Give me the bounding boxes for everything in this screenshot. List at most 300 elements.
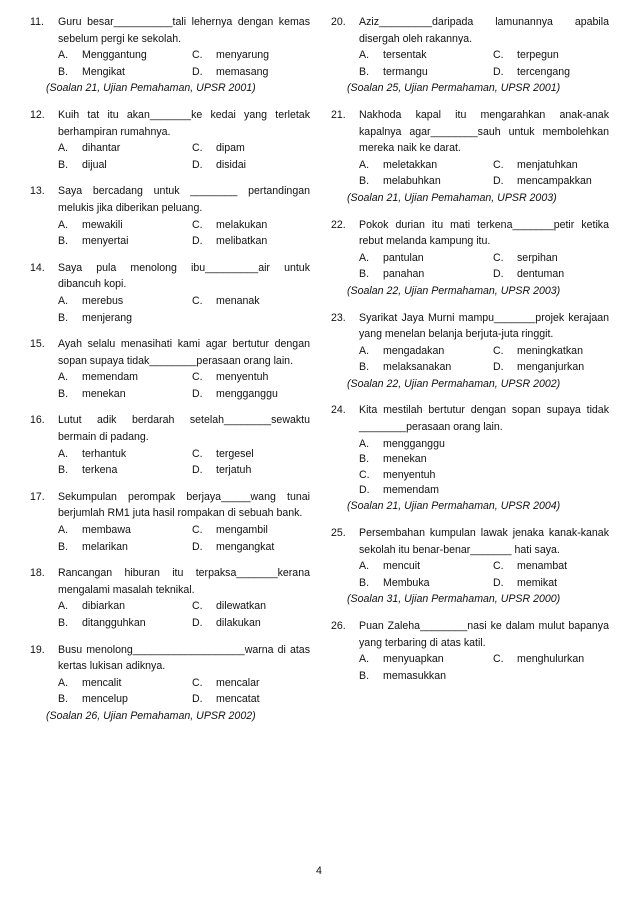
answer-option[interactable] xyxy=(58,369,192,386)
answer-option[interactable] xyxy=(359,575,493,592)
question-text xyxy=(30,412,310,445)
option-text: memendam xyxy=(82,371,138,384)
answer-option[interactable] xyxy=(58,615,192,632)
answer-option[interactable] xyxy=(192,64,326,81)
option-row xyxy=(359,468,609,483)
question-block xyxy=(331,310,609,393)
question-text xyxy=(331,107,609,157)
question-text xyxy=(331,525,609,558)
answer-options xyxy=(30,47,310,80)
question-number: 12. xyxy=(30,108,45,121)
option-row xyxy=(359,157,609,174)
option-letter: A. xyxy=(359,653,370,666)
question-stem: Ayah selalu menasihati kami agar bertutur dengan sopan supaya tidak________perasaan orang lain. xyxy=(58,338,310,367)
question-text xyxy=(331,217,609,250)
question-spacer xyxy=(331,608,609,618)
option-letter: C. xyxy=(493,653,504,666)
option-text: mengganggu xyxy=(383,437,445,450)
answer-options xyxy=(30,446,310,479)
question-stem: Busu menolong___________________warna di atas kertas lukisan adiknya. xyxy=(58,643,310,673)
question-text xyxy=(30,260,310,293)
answer-option[interactable] xyxy=(493,250,627,267)
option-row xyxy=(359,266,609,283)
question-spacer xyxy=(30,402,310,412)
answer-option[interactable] xyxy=(359,651,493,668)
answer-options xyxy=(30,598,310,631)
question-spacer xyxy=(30,173,310,183)
question-block xyxy=(30,14,310,97)
option-letter: B. xyxy=(58,617,69,629)
option-letter: C. xyxy=(493,251,504,264)
option-text: menjerang xyxy=(82,311,133,324)
answer-option[interactable] xyxy=(493,359,627,376)
question-stem: Kita mestilah bertutur dengan sopan supaya tidak ________perasaan orang lain. xyxy=(359,404,609,434)
question-block xyxy=(331,217,609,300)
question-text xyxy=(331,402,609,435)
option-letter: A. xyxy=(58,524,69,537)
option-row xyxy=(58,462,310,479)
question-stem: Saya bercadang untuk ________ pertandingan melukis jika diberikan peluang. xyxy=(58,185,310,214)
answer-option[interactable] xyxy=(58,233,192,250)
question-block xyxy=(30,107,310,173)
option-text: mencalar xyxy=(216,676,260,689)
answer-options xyxy=(30,369,310,402)
answer-option[interactable] xyxy=(493,157,627,174)
option-row xyxy=(359,359,609,376)
answer-option[interactable] xyxy=(493,173,627,190)
question-spacer xyxy=(30,632,310,642)
question-text xyxy=(30,565,310,598)
option-row xyxy=(58,217,310,234)
answer-option[interactable] xyxy=(58,462,192,479)
option-text: dihantar xyxy=(82,142,121,155)
source-citation: (Soalan 22, Ujian Permahaman, UPSR 2003) xyxy=(347,284,561,297)
option-letter: C. xyxy=(493,344,504,357)
answer-option[interactable] xyxy=(192,615,326,632)
option-letter: C. xyxy=(192,447,203,460)
option-row xyxy=(58,675,310,692)
answer-option[interactable] xyxy=(58,386,192,403)
question-number: 17. xyxy=(30,490,45,503)
answer-option[interactable] xyxy=(359,483,493,498)
option-row xyxy=(58,233,310,250)
answer-option[interactable] xyxy=(493,64,627,81)
answer-option[interactable] xyxy=(192,691,326,708)
answer-option[interactable] xyxy=(58,446,192,463)
option-text: panahan xyxy=(383,268,425,281)
option-letter: D. xyxy=(192,617,203,629)
answer-option[interactable] xyxy=(359,359,493,376)
option-text: membawa xyxy=(82,524,131,537)
answer-option[interactable] xyxy=(192,522,326,539)
option-row xyxy=(58,615,310,632)
option-text: meletakkan xyxy=(383,158,438,171)
option-text: melibatkan xyxy=(216,235,268,248)
option-row xyxy=(359,64,609,81)
option-letter: C. xyxy=(192,294,203,307)
option-text: dilakukan xyxy=(216,617,261,629)
option-row xyxy=(359,173,609,190)
option-letter: D. xyxy=(192,65,203,78)
option-letter: A. xyxy=(359,560,370,573)
question-spacer xyxy=(30,250,310,260)
option-letter: C. xyxy=(192,142,203,155)
option-row xyxy=(359,343,609,360)
option-letter: A. xyxy=(359,49,370,62)
answer-options xyxy=(331,558,609,591)
option-letter: C. xyxy=(192,218,203,231)
source-citation: (Soalan 22, Ujian Permahaman, UPSR 2002) xyxy=(347,377,561,390)
question-spacer xyxy=(30,555,310,565)
source-citation: (Soalan 31, Ujian Permahaman, UPSR 2000) xyxy=(347,593,561,606)
question-block xyxy=(331,402,609,515)
question-stem: Sekumpulan perompak berjaya_____wang tunai berjumlah RM1 juta hasil rompakan di sebuah bank. xyxy=(58,490,310,520)
answer-option[interactable] xyxy=(493,575,627,592)
option-text: menambat xyxy=(517,560,568,573)
option-letter: C. xyxy=(192,371,203,384)
question-number: 20. xyxy=(331,16,346,28)
answer-option[interactable] xyxy=(493,47,627,64)
option-text: melabuhkan xyxy=(383,175,441,188)
answer-option[interactable] xyxy=(359,64,493,81)
answer-option[interactable] xyxy=(192,386,326,403)
question-stem: Nakhoda kapal itu mengarahkan anak-anak kapalnya agar________sauh untuk membolehkan mereka naik ke darat. xyxy=(359,108,609,155)
option-text: terpegun xyxy=(517,49,559,62)
answer-options xyxy=(331,47,609,80)
answer-option[interactable] xyxy=(359,436,493,453)
option-text: tersentak xyxy=(383,49,427,62)
answer-option[interactable] xyxy=(359,173,493,190)
question-spacer xyxy=(331,97,609,107)
question-stem: Puan Zaleha________nasi ke dalam mulut bapanya yang terbaring di atas katil. xyxy=(359,620,609,649)
question-stem: Persembahan kumpulan lawak jenaka kanak-kanak sekolah itu benar-benar_______ hati saya. xyxy=(359,527,609,556)
option-letter: D. xyxy=(359,484,370,497)
answer-option[interactable] xyxy=(192,369,326,386)
option-row xyxy=(58,369,310,386)
answer-option[interactable] xyxy=(192,217,326,234)
answer-options xyxy=(331,343,609,376)
option-row xyxy=(58,598,310,615)
answer-option xyxy=(493,668,627,685)
option-letter: A. xyxy=(58,294,69,307)
option-text: mencalit xyxy=(82,676,122,689)
question-number: 13. xyxy=(30,185,45,198)
answer-option[interactable] xyxy=(359,343,493,360)
answer-option[interactable] xyxy=(359,668,493,685)
answer-options xyxy=(331,250,609,283)
option-row xyxy=(359,558,609,575)
answer-option[interactable] xyxy=(58,539,192,556)
answer-option[interactable] xyxy=(192,293,326,310)
answer-options xyxy=(30,675,310,708)
question-spacer xyxy=(30,326,310,336)
answer-options xyxy=(30,217,310,250)
option-letter: B. xyxy=(58,387,69,400)
question-block xyxy=(331,618,609,684)
option-text: memendam xyxy=(383,484,439,497)
answer-option[interactable] xyxy=(192,140,326,157)
option-text: menyarung xyxy=(216,49,269,62)
option-letter: B. xyxy=(58,464,69,477)
option-text: menyentuh xyxy=(216,371,269,384)
answer-option[interactable] xyxy=(359,558,493,575)
option-text: mencuit xyxy=(383,560,421,573)
option-letter: B. xyxy=(58,235,69,248)
option-row xyxy=(359,436,609,453)
question-block xyxy=(30,489,310,555)
option-row xyxy=(58,64,310,81)
option-letter: A. xyxy=(359,251,370,264)
answer-option[interactable] xyxy=(493,651,627,668)
option-text: termangu xyxy=(383,65,428,78)
question-number: 22. xyxy=(331,218,346,231)
option-text: tergesel xyxy=(216,447,254,460)
answer-option[interactable] xyxy=(192,47,326,64)
question-stem: Pokok durian itu mati terkena_______petir ketika rebut melanda kampung itu. xyxy=(359,218,609,248)
option-letter: A. xyxy=(359,344,370,357)
option-row xyxy=(359,575,609,592)
question-text xyxy=(331,618,609,651)
option-text: mencatat xyxy=(216,693,260,706)
answer-option[interactable] xyxy=(192,233,326,250)
answer-option[interactable] xyxy=(493,558,627,575)
question-text xyxy=(30,489,310,522)
question-text xyxy=(30,642,310,675)
option-letter: A. xyxy=(58,676,69,689)
answer-option[interactable] xyxy=(192,462,326,479)
answer-options xyxy=(331,157,609,190)
question-stem: Rancangan hiburan itu terpaksa_______kerana mengalami masalah teknikal. xyxy=(58,567,310,596)
question-number: 11. xyxy=(30,16,44,28)
answer-option[interactable] xyxy=(58,691,192,708)
answer-option[interactable] xyxy=(58,217,192,234)
answer-option[interactable] xyxy=(58,675,192,692)
option-letter: D. xyxy=(192,464,203,477)
option-letter: B. xyxy=(58,311,69,324)
option-row xyxy=(359,483,609,498)
option-text: menghulurkan xyxy=(517,653,585,666)
source-citation: (Soalan 21, Ujian Pemahaman, UPSR 2001) xyxy=(46,82,256,95)
option-letter: D. xyxy=(192,693,203,706)
option-row xyxy=(359,452,609,467)
question-number: 14. xyxy=(30,261,45,274)
option-letter: A. xyxy=(359,437,370,450)
option-text: mencampakkan xyxy=(517,175,592,188)
answer-options xyxy=(331,436,609,499)
option-letter: B. xyxy=(58,693,69,706)
answer-option[interactable] xyxy=(192,539,326,556)
option-letter: D. xyxy=(493,361,504,374)
question-number: 15. xyxy=(30,338,45,351)
answer-options xyxy=(30,293,310,326)
option-letter: D. xyxy=(192,540,203,553)
option-letter: D. xyxy=(493,268,504,281)
option-text: menganjurkan xyxy=(517,361,585,374)
page-number: 4 xyxy=(316,865,322,877)
answer-option[interactable] xyxy=(58,140,192,157)
option-text: mewakili xyxy=(82,218,123,231)
question-number: 16. xyxy=(30,414,45,427)
answer-option[interactable] xyxy=(493,343,627,360)
option-text: pantulan xyxy=(383,251,424,264)
question-text xyxy=(331,310,609,343)
option-row xyxy=(58,140,310,157)
option-letter: C. xyxy=(493,158,504,171)
option-text: tercengang xyxy=(517,65,571,78)
option-letter: A. xyxy=(58,600,69,613)
question-number: 21. xyxy=(331,108,346,121)
option-letter: D. xyxy=(493,576,504,589)
answer-option[interactable] xyxy=(359,157,493,174)
answer-option[interactable] xyxy=(58,64,192,81)
option-row xyxy=(58,310,310,327)
option-text: melaksanakan xyxy=(383,361,452,374)
answer-option[interactable] xyxy=(359,452,493,467)
option-text: Mengikat xyxy=(82,65,125,78)
right-column xyxy=(331,14,609,684)
option-letter: D. xyxy=(192,158,203,171)
option-row xyxy=(58,47,310,64)
question-block xyxy=(30,565,310,631)
option-letter: D. xyxy=(493,175,504,188)
option-row xyxy=(359,668,609,685)
option-letter: B. xyxy=(359,361,370,374)
option-letter: C. xyxy=(493,49,504,62)
option-text: menekan xyxy=(383,453,427,466)
option-letter: B. xyxy=(359,669,370,682)
option-text: menjatuhkan xyxy=(517,158,578,171)
question-number: 18. xyxy=(30,567,45,580)
option-letter: A. xyxy=(58,447,69,460)
option-text: menyentuh xyxy=(383,468,436,481)
option-letter: C. xyxy=(359,468,370,481)
source-citation: (Soalan 26, Ujian Pemahaman, UPSR 2002) xyxy=(46,709,256,722)
source-citation: (Soalan 25, Ujian Permahaman, UPSR 2001) xyxy=(347,82,561,95)
option-row xyxy=(58,293,310,310)
option-letter: C. xyxy=(192,49,203,62)
question-text xyxy=(30,183,310,216)
option-text: meningkatkan xyxy=(517,344,583,357)
question-text xyxy=(30,107,310,140)
option-text: memasukkan xyxy=(383,669,446,682)
question-text xyxy=(30,14,310,47)
option-text: terkena xyxy=(82,464,118,477)
answer-option[interactable] xyxy=(359,468,493,483)
option-text: menyuapkan xyxy=(383,653,444,666)
answer-option[interactable] xyxy=(58,157,192,174)
option-text: disidai xyxy=(216,158,247,171)
answer-option[interactable] xyxy=(192,446,326,463)
option-row xyxy=(58,446,310,463)
option-text: mengganggu xyxy=(216,387,278,400)
question-spacer xyxy=(331,515,609,525)
answer-options xyxy=(30,522,310,555)
question-stem: Guru besar__________tali lehernya dengan kemas sebelum pergi ke sekolah. xyxy=(58,16,310,45)
option-text: ditangguhkan xyxy=(82,617,146,629)
answer-option[interactable] xyxy=(58,293,192,310)
answer-option[interactable] xyxy=(359,47,493,64)
option-letter: B. xyxy=(58,540,69,553)
answer-option[interactable] xyxy=(359,250,493,267)
answer-option[interactable] xyxy=(58,522,192,539)
option-letter: A. xyxy=(58,142,69,155)
option-letter: D. xyxy=(493,65,504,78)
option-text: menekan xyxy=(82,387,126,400)
answer-option[interactable] xyxy=(493,266,627,283)
option-text: dibiarkan xyxy=(82,600,125,613)
option-letter: B. xyxy=(359,268,370,281)
option-letter: A. xyxy=(58,218,69,231)
answer-option[interactable] xyxy=(192,675,326,692)
option-text: merebus xyxy=(82,294,124,307)
option-text: menanak xyxy=(216,294,260,307)
option-text: terhantuk xyxy=(82,447,127,460)
option-letter: A. xyxy=(58,49,69,62)
question-block xyxy=(331,525,609,608)
left-column xyxy=(30,14,310,725)
answer-option[interactable] xyxy=(359,266,493,283)
option-text: dentuman xyxy=(517,268,565,281)
answer-option[interactable] xyxy=(58,47,192,64)
option-row xyxy=(58,539,310,556)
option-text: mengadakan xyxy=(383,344,445,357)
option-row xyxy=(359,250,609,267)
option-text: dilewatkan xyxy=(216,600,267,613)
question-block xyxy=(30,412,310,478)
question-block xyxy=(30,260,310,326)
option-text: mengangkat xyxy=(216,540,275,553)
option-text: Membuka xyxy=(383,576,430,589)
answer-option[interactable] xyxy=(192,598,326,615)
question-stem: Syarikat Jaya Murni mampu_______projek kerajaan yang menelan belanja berjuta-juta ringgit. xyxy=(359,311,609,341)
option-letter: B. xyxy=(359,175,370,188)
option-text: Menggantung xyxy=(82,49,147,62)
option-letter: C. xyxy=(493,560,504,573)
option-row xyxy=(359,47,609,64)
answer-options xyxy=(30,140,310,173)
question-block xyxy=(30,183,310,249)
option-letter: B. xyxy=(58,65,69,78)
answer-option xyxy=(192,310,326,327)
question-spacer xyxy=(331,207,609,217)
question-number: 24. xyxy=(331,404,346,417)
option-row xyxy=(58,691,310,708)
option-text: menyertai xyxy=(82,235,129,248)
option-row xyxy=(58,522,310,539)
option-text: melakukan xyxy=(216,218,268,231)
option-text: memikat xyxy=(517,576,558,589)
option-text: memasang xyxy=(216,65,269,78)
question-spacer xyxy=(30,97,310,107)
answer-option[interactable] xyxy=(58,310,192,327)
option-row xyxy=(58,386,310,403)
question-block xyxy=(30,642,310,725)
question-spacer xyxy=(30,479,310,489)
option-letter: B. xyxy=(359,65,370,78)
question-stem: Lutut adik berdarah setelah________sewaktu bermain di padang. xyxy=(58,414,310,444)
option-text: melarikan xyxy=(82,540,128,553)
answer-option[interactable] xyxy=(192,157,326,174)
option-letter: C. xyxy=(192,676,203,689)
option-letter: B. xyxy=(359,453,370,466)
source-citation: (Soalan 21, Ujian Pemahaman, UPSR 2003) xyxy=(347,191,557,204)
answer-option[interactable] xyxy=(58,598,192,615)
question-number: 19. xyxy=(30,643,45,656)
option-letter: A. xyxy=(359,158,370,171)
option-letter: D. xyxy=(192,235,203,248)
answer-options xyxy=(331,651,609,684)
option-letter: C. xyxy=(192,600,203,613)
